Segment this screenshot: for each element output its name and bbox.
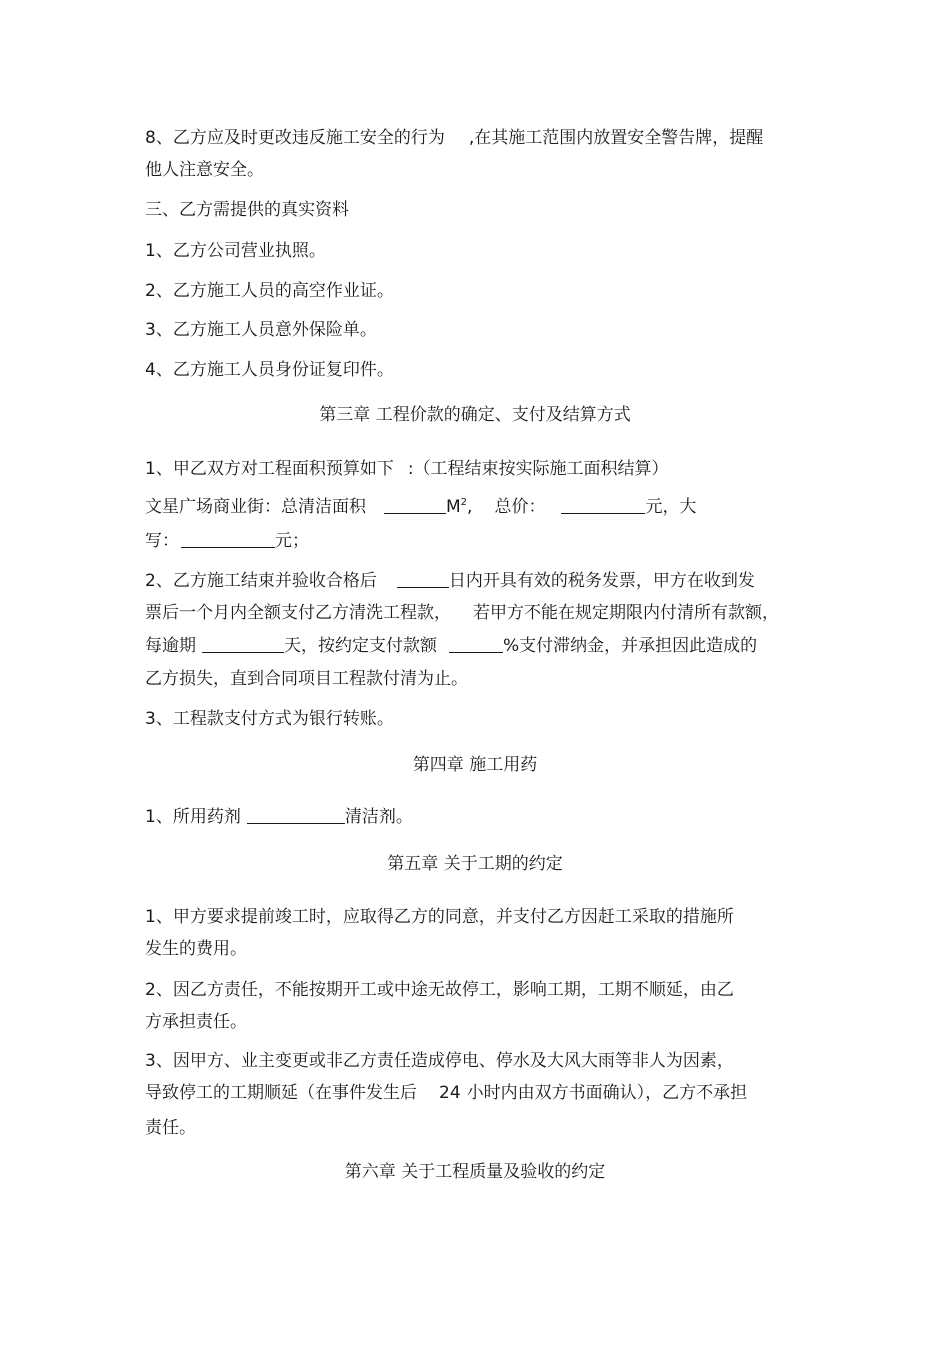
p1-text: 清洁剂。 xyxy=(344,807,413,827)
chapter3-p3: 3、工程款支付方式为银行转账。 xyxy=(145,709,394,729)
total-label: 总价： xyxy=(494,497,546,517)
chapter4-p1 xyxy=(145,806,413,828)
chapter3-p2-line4: 乙方损失，直到合同项目工程款付清为止。 xyxy=(145,669,468,689)
chapter3-p2-line1 xyxy=(145,570,755,592)
area-blank xyxy=(384,497,446,514)
p2-text: 天，按约定支付款额 xyxy=(284,636,437,656)
p2-text: 日内开具有效的税务发票，甲方在收到发 xyxy=(448,571,755,591)
yuan-big: 元，大 xyxy=(645,497,697,517)
clause-text: ,在其施工范围内放置安全警告牌，提醒 xyxy=(468,128,764,148)
p2-text: 若甲方不能在规定期限内付清所有款额， xyxy=(473,603,779,623)
section3-item-2: 2、乙方施工人员的高空作业证。 xyxy=(145,281,394,301)
chapter4-title: 第四章 施工用药 xyxy=(412,755,538,775)
chapter3-p2-line3 xyxy=(145,635,757,657)
chapter5-p1-line1: 1、甲方要求提前竣工时，应取得乙方的同意，并支付乙方因赶工采取的措施所 xyxy=(145,907,734,927)
section3-item-4: 4、乙方施工人员身份证复印件。 xyxy=(145,360,394,380)
unit-m: M xyxy=(446,497,461,517)
clause-text: 8、乙方应及时更改违反施工安全的行为 xyxy=(145,128,445,148)
area-label: 文星广场商业街：总清洁面积 xyxy=(145,497,366,517)
p2-text: 2、乙方施工结束并验收合格后 xyxy=(145,571,377,591)
clause-8-line2: 他人注意安全。 xyxy=(145,160,264,180)
section3-item-1: 1、乙方公司营业执照。 xyxy=(145,241,326,261)
chapter5-p1-line2: 发生的费用。 xyxy=(145,939,247,959)
chapter5-p2-line1: 2、因乙方责任，不能按期开工或中途无故停工，影响工期，工期不顺延，由乙 xyxy=(145,980,734,1000)
chapter5-p3-line3: 责任。 xyxy=(145,1118,196,1138)
p1-text: 1、所用药剂 xyxy=(145,807,241,827)
chapter5-title: 第五章 关于工期的约定 xyxy=(387,854,563,874)
p3-text: 导致停工的工期顺延（在事件发生后 xyxy=(145,1083,417,1103)
overdue-days-blank xyxy=(202,636,284,653)
chapter5-p3-line2 xyxy=(145,1082,747,1104)
write-blank xyxy=(181,531,275,548)
chapter3-title: 第三章 工程价款的确定、支付及结算方式 xyxy=(319,405,631,425)
clause-8-line1 xyxy=(145,127,763,149)
chapter3-write-line xyxy=(145,530,309,552)
p3-text: 小时内由双方书面确认），乙方不承担 xyxy=(466,1083,748,1103)
yuan-end: 元； xyxy=(275,531,309,551)
chapter5-p3-line1: 3、因甲方、业主变更或非乙方责任造成停电、停水及大风大雨等非人为因素， xyxy=(145,1051,734,1071)
p1-note: :（工程结束按实际施工面积结算） xyxy=(407,459,669,479)
chapter3-area-line xyxy=(145,496,696,518)
chapter5-p2-line2: 方承担责任。 xyxy=(145,1012,247,1032)
section3-item-3: 3、乙方施工人员意外保险单。 xyxy=(145,320,377,340)
total-blank xyxy=(561,497,645,514)
unit-exponent: 2 xyxy=(460,497,468,508)
p2-text: 票后一个月内全额支付乙方清洗工程款， xyxy=(145,603,451,623)
write-label: 写： xyxy=(145,531,179,551)
p1-text: 1、甲乙双方对工程面积预算如下 xyxy=(145,459,394,479)
hours-value: 24 xyxy=(439,1083,461,1103)
section3-heading: 三、乙方需提供的真实资料 xyxy=(145,200,349,220)
percent-blank xyxy=(449,636,503,653)
p2-text: 每逾期 xyxy=(145,636,196,656)
days-blank xyxy=(397,571,449,588)
chapter6-title: 第六章 关于工程质量及验收的约定 xyxy=(344,1162,606,1182)
p2-text: %支付滞纳金，并承担因此造成的 xyxy=(503,636,758,656)
agent-blank xyxy=(247,807,345,824)
comma: , xyxy=(467,497,473,517)
chapter3-p1 xyxy=(145,458,669,480)
chapter3-p2-line2 xyxy=(145,602,779,624)
